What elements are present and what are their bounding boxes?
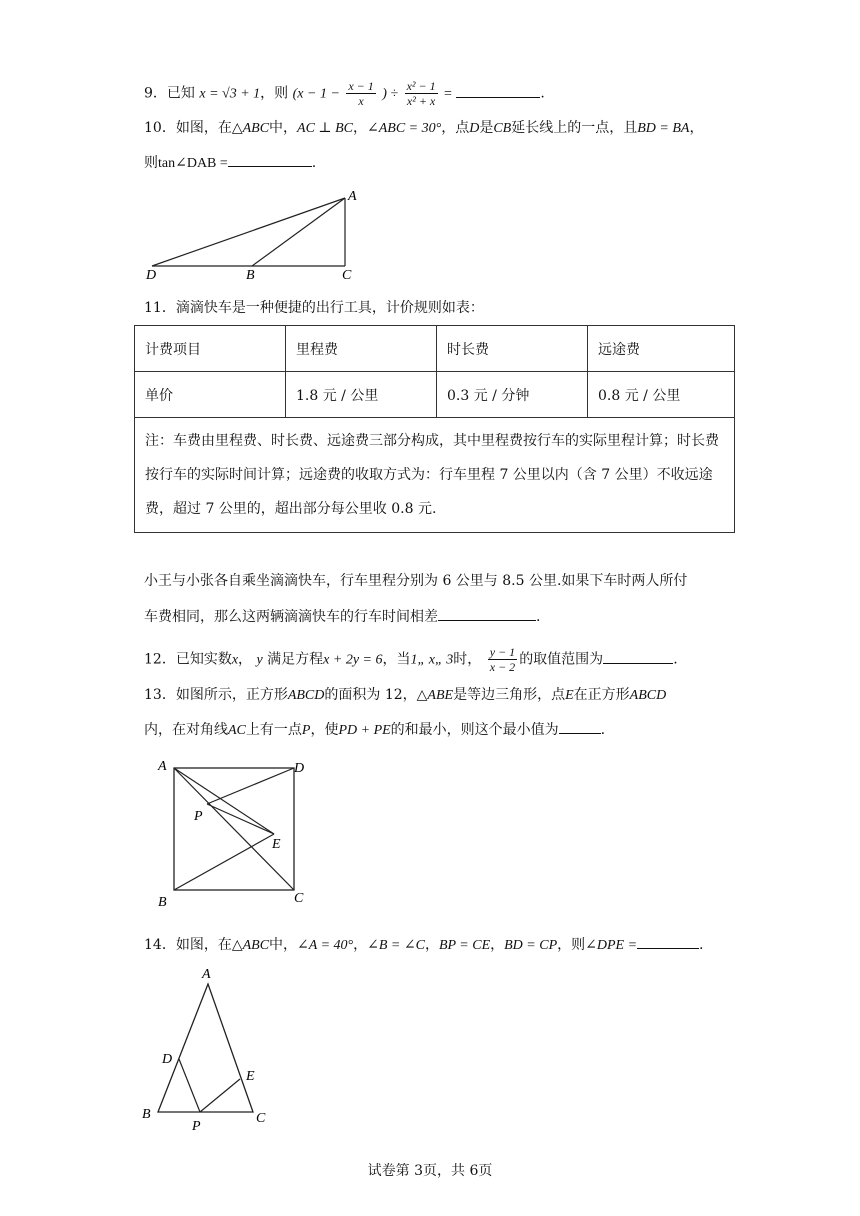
q14-label-e: E bbox=[246, 1069, 255, 1084]
q13-label-d: D bbox=[294, 761, 305, 776]
table-header-row bbox=[135, 326, 735, 372]
q14-sep: ， bbox=[353, 937, 368, 953]
q14-condition-2: ∠B = ∠C bbox=[367, 938, 425, 953]
q14-question: ∠DPE = bbox=[585, 938, 638, 953]
q12-fraction bbox=[488, 645, 517, 674]
q14-label-p: P bbox=[192, 1119, 201, 1132]
q12-frac-denominator: x − 2 bbox=[489, 660, 516, 674]
q10-then: 则 bbox=[144, 155, 158, 171]
question-10-line-1 bbox=[144, 118, 703, 139]
q10-text: ， bbox=[689, 120, 704, 136]
question-13-line-1 bbox=[144, 685, 666, 706]
q14-sep: ， bbox=[490, 937, 505, 953]
q13-square: ABCD bbox=[287, 688, 325, 703]
question-9 bbox=[144, 79, 545, 108]
q10-label-b: B bbox=[246, 268, 255, 283]
table-cell: 0.3 元 / 分钟 bbox=[437, 372, 588, 418]
q14-label-c: C bbox=[256, 1111, 266, 1126]
q14-figure bbox=[138, 962, 288, 1132]
q13-text: 的和最小，则这个最小值为 bbox=[390, 722, 559, 738]
q10-text: 是 bbox=[479, 120, 494, 136]
q13-text: 内，在对角线 bbox=[144, 722, 228, 738]
question-14 bbox=[144, 934, 703, 956]
q13-end: . bbox=[600, 722, 606, 738]
q13-label-p: P bbox=[194, 809, 203, 824]
q14-label-d: D bbox=[162, 1052, 173, 1067]
q14-answer-blank[interactable] bbox=[637, 934, 699, 949]
q10-figure bbox=[140, 186, 370, 286]
table-header-cell: 里程费 bbox=[286, 326, 437, 372]
q14-condition-1: ∠A = 40° bbox=[297, 938, 354, 953]
q14-end: . bbox=[699, 937, 704, 953]
q13-label-b: B bbox=[158, 895, 167, 910]
q12-var-x: x bbox=[231, 652, 239, 668]
q13-text: 是等边三角形，点 bbox=[453, 687, 566, 703]
q11-text: 车费相同，那么这两辆滴滴快车的行车时间相差 bbox=[144, 609, 438, 625]
q9-fraction-2 bbox=[405, 79, 438, 108]
q13-answer-blank[interactable] bbox=[559, 719, 601, 734]
q12-sep: ， bbox=[238, 651, 253, 668]
q10-triangle: △ABC bbox=[231, 121, 270, 136]
table-header-cell: 时长费 bbox=[437, 326, 588, 372]
question-12 bbox=[144, 645, 678, 674]
q13-point-p: P bbox=[301, 723, 311, 738]
q13-label-a: A bbox=[158, 759, 167, 774]
q12-text: ，当 bbox=[382, 651, 411, 668]
q10-text: 中， bbox=[269, 120, 298, 136]
question-11-line-2 bbox=[144, 606, 540, 627]
q13-text: 13．如图所示，正方形 bbox=[144, 687, 288, 703]
q14-text: ，则 bbox=[557, 937, 586, 953]
q9-expr-mid: ) ÷ bbox=[382, 86, 399, 102]
q12-end: . bbox=[673, 651, 678, 668]
q9-answer-blank[interactable] bbox=[456, 83, 540, 98]
q12-text: 时， bbox=[453, 651, 482, 668]
q9-frac2-numerator: x² − 1 bbox=[406, 79, 436, 93]
q14-condition-3: BP = CE bbox=[438, 938, 491, 953]
question-10-line-2 bbox=[144, 152, 316, 174]
q11-answer-blank[interactable] bbox=[438, 606, 536, 621]
q14-triangle: △ABC bbox=[231, 938, 270, 953]
fare-table bbox=[134, 325, 735, 533]
q12-number: 12．已知实数 bbox=[144, 651, 232, 668]
q14-text: 中， bbox=[269, 937, 298, 953]
q10-expression: tan∠DAB = bbox=[158, 156, 228, 171]
table-header-cell: 计费项目 bbox=[135, 326, 286, 372]
q13-figure bbox=[152, 756, 322, 916]
table-row bbox=[135, 372, 735, 418]
q10-condition-1: AC ⊥ BC bbox=[297, 121, 353, 136]
q12-text: 的取值范围为 bbox=[519, 651, 604, 668]
q14-label-a: A bbox=[202, 967, 211, 982]
question-11-intro: 11．滴滴快车是一种便捷的出行工具，计价规则如表： bbox=[144, 300, 484, 316]
q9-number: 9． bbox=[144, 85, 167, 102]
table-note-row bbox=[135, 418, 735, 533]
q10-answer-blank[interactable] bbox=[228, 152, 312, 167]
q10-point-d: D bbox=[469, 121, 480, 136]
question-11-line-1: 小王与小张各自乘坐滴滴快车，行车里程分别为 6 公里与 8.5 公里.如果下车时两人所付 bbox=[144, 573, 688, 589]
q12-answer-blank[interactable] bbox=[603, 649, 673, 664]
q10-text: ，点 bbox=[441, 120, 470, 136]
q14-label-b: B bbox=[142, 1107, 151, 1122]
q9-expr-lead: (x − 1 − bbox=[292, 86, 340, 102]
q11-end: . bbox=[536, 609, 541, 625]
q13-label-c: C bbox=[294, 891, 304, 906]
q10-condition-3: BD = BA bbox=[637, 121, 690, 136]
q13-point-e: E bbox=[565, 688, 574, 703]
q9-end: . bbox=[540, 85, 545, 102]
question-13-line-2 bbox=[144, 719, 605, 741]
q9-fraction-1 bbox=[346, 79, 375, 108]
q13-diagonal: AC bbox=[228, 723, 246, 738]
table-note: 注：车费由里程费、时长费、远途费三部分构成，其中里程费按行车的实际里程计算；时长费按行车的实际时间计算；远途费的收取方式为：行车里程 7 公里以内（含 7 公里）不收远途费，超过 7 公里的，超出部分每公里收 0.8 元. bbox=[135, 418, 735, 533]
q12-text: 满足方程 bbox=[267, 651, 324, 668]
page-footer: 试卷第 3页，共 6页 bbox=[367, 1163, 493, 1179]
q10-label-d: D bbox=[146, 268, 157, 283]
q13-text: 在正方形 bbox=[573, 687, 630, 703]
q12-condition: 1„ x„ 3 bbox=[410, 652, 454, 668]
q9-frac1-numerator: x − 1 bbox=[348, 79, 374, 93]
q10-number: 10．如图，在 bbox=[144, 120, 232, 136]
q14-sep: ， bbox=[424, 937, 439, 953]
q10-condition-2: ∠ABC = 30° bbox=[367, 121, 442, 136]
q12-frac-numerator: y − 1 bbox=[489, 645, 516, 659]
q13-text: ，使 bbox=[310, 722, 339, 738]
table-cell: 1.8 元 / 公里 bbox=[286, 372, 437, 418]
q12-equation: x + 2y = 6 bbox=[323, 652, 383, 668]
q14-number: 14．如图，在 bbox=[144, 937, 232, 953]
q10-separator: ， bbox=[353, 120, 367, 136]
table-cell: 单价 bbox=[135, 372, 286, 418]
q9-prefix: 已知 bbox=[166, 85, 195, 102]
q14-condition-4: BD = CP bbox=[504, 938, 558, 953]
q13-triangle: ABE bbox=[427, 688, 454, 703]
q13-square-2: ABCD bbox=[629, 688, 667, 703]
q13-expression: PD + PE bbox=[338, 723, 391, 738]
q10-segment-cb: CB bbox=[493, 121, 512, 136]
q10-label-c: C bbox=[342, 268, 352, 283]
table-cell: 0.8 元 / 公里 bbox=[588, 372, 735, 418]
q9-given: x = √3 + 1 bbox=[199, 86, 261, 102]
q10-end: . bbox=[311, 155, 317, 171]
q13-text: 上有一点 bbox=[245, 722, 302, 738]
q9-then: ，则 bbox=[260, 85, 289, 102]
q12-var-y: y bbox=[256, 652, 263, 668]
q9-frac1-denominator: x bbox=[358, 94, 364, 108]
q10-label-a: A bbox=[348, 189, 357, 204]
table-header-cell: 远途费 bbox=[588, 326, 735, 372]
q13-label-e: E bbox=[272, 837, 281, 852]
q13-text: 的面积为 12，△ bbox=[324, 687, 428, 703]
q9-equals: = bbox=[444, 86, 452, 102]
q9-frac2-denominator: x² + x bbox=[406, 94, 436, 108]
q10-text: 延长线上的一点，且 bbox=[511, 120, 638, 136]
